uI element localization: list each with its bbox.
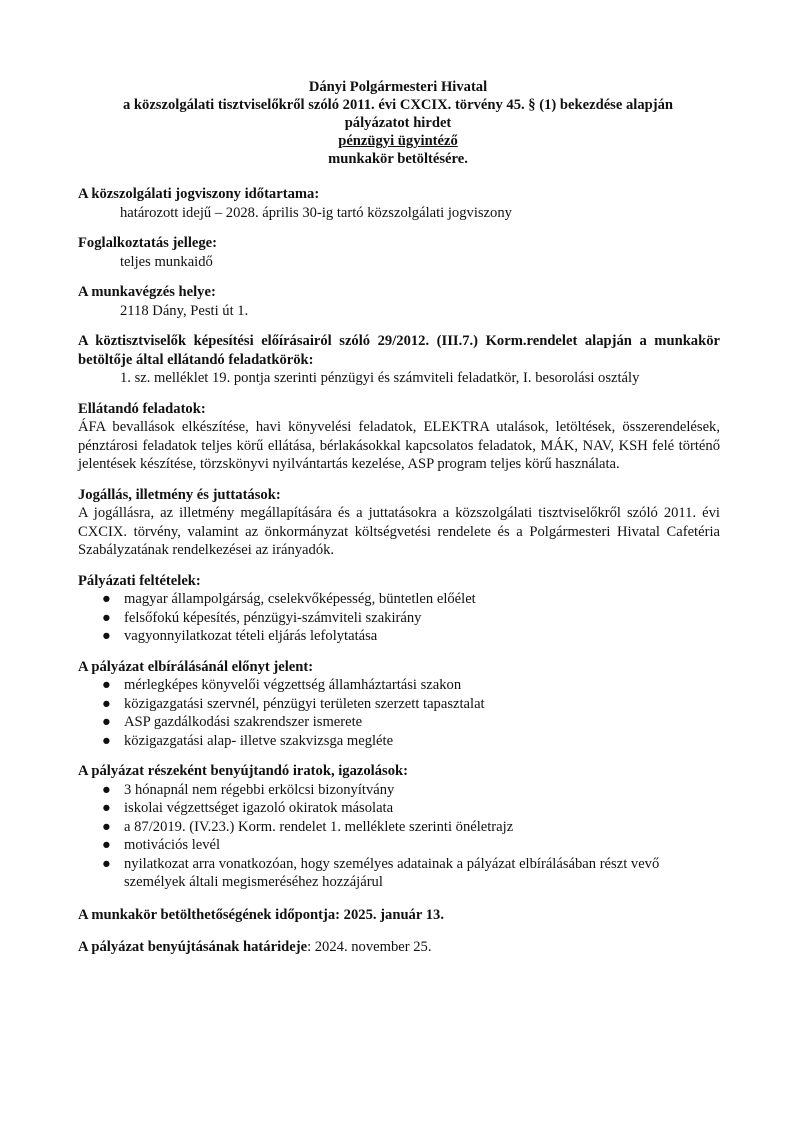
bullet-icon: ● [102,781,111,798]
section-value: 1. sz. melléklet 19. pontja szerinti pénzügyi és számviteli feladatkör, I. besorolási osztály [120,370,640,386]
bullet-icon: ● [102,800,111,816]
list-item [78,818,720,837]
document-body [78,185,720,969]
list-item [78,676,720,695]
section-tasks [78,400,720,474]
list-item-text: motivációs levél [124,837,221,853]
bullet-icon: ● [102,818,111,835]
bullet-icon: ● [102,609,111,626]
section-documents [78,762,720,892]
section-legal-status [78,486,720,560]
list-item-text: mérlegképes könyvelői végzettség államháztartási szakon [124,677,462,693]
section-heading: A munkavégzés helye: [78,284,216,300]
start-date-statement: A munkakör betölthetőségének időpontja: 2025. január 13. [78,906,444,923]
header-office-name: Dányi Polgármesteri Hivatal [308,79,488,95]
bullet-icon: ● [102,695,111,712]
list-item-text: nyilatkozat arra vonatkozóan, hogy személyes adatainak a pályázat elbírálásában részt vevő személyek általi megismeréséhez hozzájárul [124,855,660,890]
section-value: határozott idejű – 2028. április 30-ig tartó közszolgálati jogviszony [120,204,512,221]
deadline-value: : 2024. november 25. [307,939,432,955]
section-place [78,283,720,320]
list-item [78,695,720,714]
bullet-icon: ● [102,855,111,872]
list-item-text: 3 hónapnál nem régebbi erkölcsi bizonyítvány [124,781,395,798]
list-item [78,799,720,818]
section-deadline [78,938,720,957]
list-item-text: vagyonnyilatkozat tételi eljárás lefolytatása [124,628,378,644]
section-heading: A pályázat részeként benyújtandó iratok, igazolások: [78,763,408,779]
list-item [78,627,720,646]
list-item [78,781,720,800]
header-position-title: pénzügyi ügyintéző [338,133,458,149]
list-item-text: ASP gazdálkodási szakrendszer ismerete [124,714,363,730]
advantages-list [78,676,720,750]
list-item-text: felsőfokú képesítés, pénzügyi-számviteli szakirány [124,609,422,626]
list-item [78,855,720,892]
list-item [78,713,720,732]
section-heading: Foglalkoztatás jellege: [78,235,218,251]
bullet-icon: ● [102,837,111,853]
list-item-text: közigazgatási szervnél, pénzügyi területen szerzett tapasztalat [124,695,485,712]
list-item [78,732,720,751]
header-position-suffix: munkakör betöltésére. [328,151,468,167]
list-item-text: közigazgatási alap- illetve szakvizsga megléte [124,732,394,749]
bullet-icon: ● [102,591,111,607]
list-item-text: a 87/2019. (IV.23.) Korm. rendelet 1. melléklete szerinti önéletrajz [124,818,514,835]
document-header [78,78,718,168]
section-heading: Jogállás, illetmény és juttatások: [78,486,281,503]
list-item [78,836,720,855]
section-duration [78,185,720,222]
bullet-icon: ● [102,732,111,749]
conditions-list [78,590,720,646]
bullet-icon: ● [102,714,111,730]
section-advantages [78,658,720,751]
header-legal-basis: a közszolgálati tisztviselőkről szóló 2011. évi CXCIX. törvény 45. § (1) bekezdése alapján [122,97,674,113]
list-item [78,590,720,609]
list-item-text: iskolai végzettséget igazoló okiratok másolata [124,800,394,816]
section-heading: A köztisztviselők képesítési előírásairól szóló 29/2012. (III.7.) Korm.rendelet alapján a munkakör betöltője által ellátandó feladatkörök: [78,333,720,368]
bullet-icon: ● [102,677,111,693]
section-heading: Ellátandó feladatok: [78,400,206,417]
list-item [78,609,720,628]
section-heading: A közszolgálati jogviszony időtartama: [78,186,320,202]
section-heading: A pályázat elbírálásánál előnyt jelent: [78,658,314,675]
documents-list [78,781,720,892]
section-heading: Pályázati feltételek: [78,572,201,589]
section-value: teljes munkaidő [120,253,213,270]
section-conditions [78,572,720,646]
section-qualification [78,332,720,388]
section-value: ÁFA bevallások elkészítése, havi könyvelési feladatok, ELEKTRA utalások, letöltések, összerendelések, pénztárosi feladatok teljes körű ellátása, bérlakásokkal kapcsolatos feladatok, MÁK, NAV, KSH felé történő jelentések készítése, törzskönyvi nyilvántartás kezelése, ASP program teljes körű használata. [78,419,720,472]
list-item-text: magyar állampolgárság, cselekvőképesség, büntetlen előélet [124,591,476,607]
section-value: 2118 Dány, Pesti út 1. [120,302,249,319]
deadline-label: A pályázat benyújtásának határideje [78,939,308,955]
section-value: A jogállásra, az illetmény megállapítására és a juttatásokra a közszolgálati tisztviselőkről szóló 2011. évi CXCIX. törvény, valamint az önkormányzat költségvetési rendelete és a Polgármesteri Hivatal Cafetéria Szabályzatának rendelkezései az irányadók. [78,505,720,558]
bullet-icon: ● [102,628,111,644]
header-announcement: pályázatot hirdet [344,115,452,131]
section-employment [78,234,720,271]
